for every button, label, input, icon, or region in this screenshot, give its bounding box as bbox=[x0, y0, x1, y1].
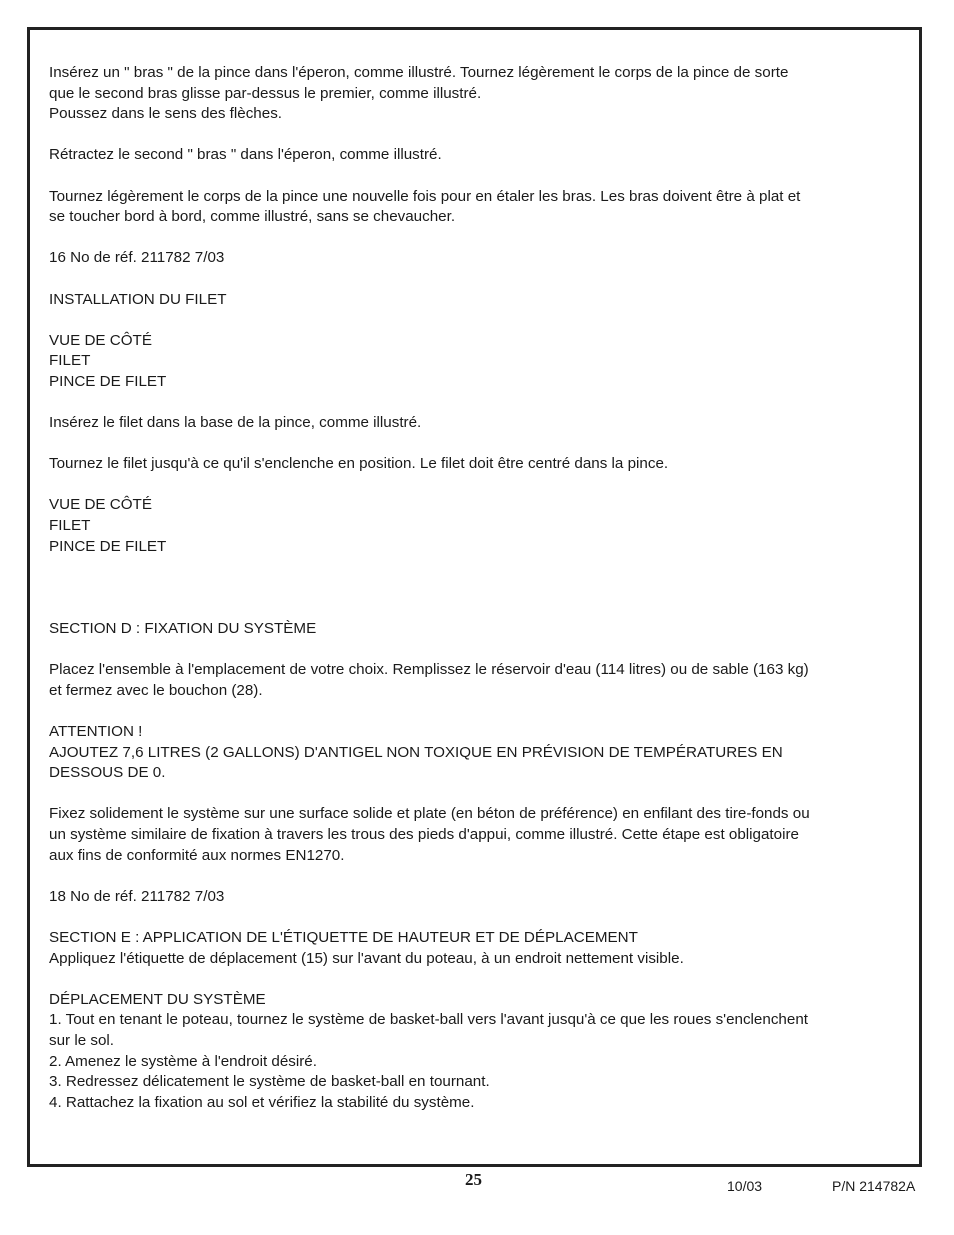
paragraph bbox=[49, 990, 919, 1114]
text-line: DÉPLACEMENT DU SYSTÈME bbox=[49, 990, 266, 1008]
paragraph-gap bbox=[49, 125, 919, 146]
text-line: Fixez solidement le système sur une surface solide et plate (en béton de préférence) en enfilant des tire-fonds ou bbox=[49, 805, 810, 823]
text-line: Appliquez l'étiquette de déplacement (15) sur l'avant du poteau, à un endroit nettement visible. bbox=[49, 949, 684, 967]
text-line: Insérez le filet dans la base de la pince, comme illustré. bbox=[49, 414, 422, 432]
paragraph bbox=[49, 722, 919, 784]
paragraph bbox=[49, 290, 919, 311]
part-number: P/N 214782A bbox=[832, 1178, 916, 1194]
text-line: 4. Rattachez la fixation au sol et vérifiez la stabilité du système. bbox=[49, 1093, 475, 1111]
text-line: Placez l'ensemble à l'emplacement de votre choix. Remplissez le réservoir d'eau (114 litres) ou de sable (163 kg) bbox=[49, 661, 809, 679]
paragraph-gap bbox=[49, 578, 919, 599]
document-body bbox=[49, 63, 919, 1113]
text-line: que le second bras glisse par-dessus le premier, comme illustré. bbox=[49, 84, 482, 102]
paragraph bbox=[49, 804, 919, 866]
text-line: 16 No de réf. 211782 7/03 bbox=[49, 249, 225, 267]
text-line: Poussez dans le sens des flèches. bbox=[49, 105, 283, 123]
paragraph bbox=[49, 454, 919, 475]
text-line: DESSOUS DE 0. bbox=[49, 764, 166, 782]
paragraph bbox=[49, 145, 919, 166]
paragraph bbox=[49, 495, 919, 557]
text-line: Tournez le filet jusqu'à ce qu'il s'enclenche en position. Le filet doit être centré dans la pince. bbox=[49, 455, 669, 473]
paragraph-gap bbox=[49, 310, 919, 331]
paragraph-gap bbox=[49, 701, 919, 722]
paragraph bbox=[49, 619, 919, 640]
text-line: un système similaire de fixation à travers les trous des pieds d'appui, comme illustré. Cette étape est obligatoire bbox=[49, 825, 799, 843]
paragraph-gap bbox=[49, 640, 919, 661]
text-line: PINCE DE FILET bbox=[49, 372, 167, 390]
text-line: 18 No de réf. 211782 7/03 bbox=[49, 887, 225, 905]
paragraph-gap bbox=[49, 166, 919, 187]
paragraph bbox=[49, 887, 919, 908]
paragraph bbox=[49, 660, 919, 701]
text-line: 3. Redressez délicatement le système de basket-ball en tournant. bbox=[49, 1073, 490, 1091]
text-line: ATTENTION ! bbox=[49, 723, 143, 740]
text-line: SECTION D : FIXATION DU SYSTÈME bbox=[49, 620, 317, 638]
paragraph-gap bbox=[49, 866, 919, 887]
paragraph-gap bbox=[49, 475, 919, 496]
text-line: 2. Amenez le système à l'endroit désiré. bbox=[49, 1052, 317, 1070]
text-line: Tournez légèrement le corps de la pince une nouvelle fois pour en étaler les bras. Les bras doivent être à plat et bbox=[49, 187, 801, 205]
paragraph-gap bbox=[49, 907, 919, 928]
text-line: aux fins de conformité aux normes EN1270. bbox=[49, 846, 345, 864]
paragraph bbox=[49, 413, 919, 434]
page-number: 25 bbox=[465, 1170, 482, 1189]
paragraph bbox=[49, 187, 919, 228]
revision-date: 10/03 bbox=[727, 1178, 763, 1194]
paragraph-gap bbox=[49, 969, 919, 990]
paragraph-gap bbox=[49, 434, 919, 455]
paragraph-gap bbox=[49, 269, 919, 290]
text-line: 1. Tout en tenant le poteau, tournez le système de basket-ball vers l'avant jusqu'à ce que les roues s'enclenchent bbox=[49, 1011, 808, 1029]
paragraph bbox=[49, 248, 919, 269]
text-line: FILET bbox=[49, 352, 91, 370]
text-line: Insérez un " bras " de la pince dans l'éperon, comme illustré. Tournez légèrement le corps de la pince de sorte bbox=[49, 64, 789, 81]
paragraph-gap bbox=[49, 598, 919, 619]
paragraph bbox=[49, 331, 919, 393]
text-line: FILET bbox=[49, 517, 91, 535]
text-line: PINCE DE FILET bbox=[49, 537, 167, 555]
paragraph-gap bbox=[49, 228, 919, 249]
paragraph bbox=[49, 928, 919, 969]
text-line: VUE DE CÔTÉ bbox=[49, 496, 152, 514]
paragraph-gap bbox=[49, 784, 919, 805]
text-line: sur le sol. bbox=[49, 1031, 114, 1049]
text-line: Rétractez le second " bras " dans l'éperon, comme illustré. bbox=[49, 146, 442, 164]
text-line: VUE DE CÔTÉ bbox=[49, 331, 152, 349]
paragraph-gap bbox=[49, 393, 919, 414]
text-line: SECTION E : APPLICATION DE L'ÉTIQUETTE DE HAUTEUR ET DE DÉPLACEMENT bbox=[49, 928, 638, 946]
text-line: et fermez avec le bouchon (28). bbox=[49, 681, 263, 699]
paragraph-gap bbox=[49, 557, 919, 578]
text-line: se toucher bord à bord, comme illustré, sans se chevaucher. bbox=[49, 208, 456, 226]
text-line: AJOUTEZ 7,6 LITRES (2 GALLONS) D'ANTIGEL NON TOXIQUE EN PRÉVISION DE TEMPÉRATURES EN bbox=[49, 743, 783, 761]
paragraph bbox=[49, 63, 919, 125]
text-line: INSTALLATION DU FILET bbox=[49, 290, 227, 308]
